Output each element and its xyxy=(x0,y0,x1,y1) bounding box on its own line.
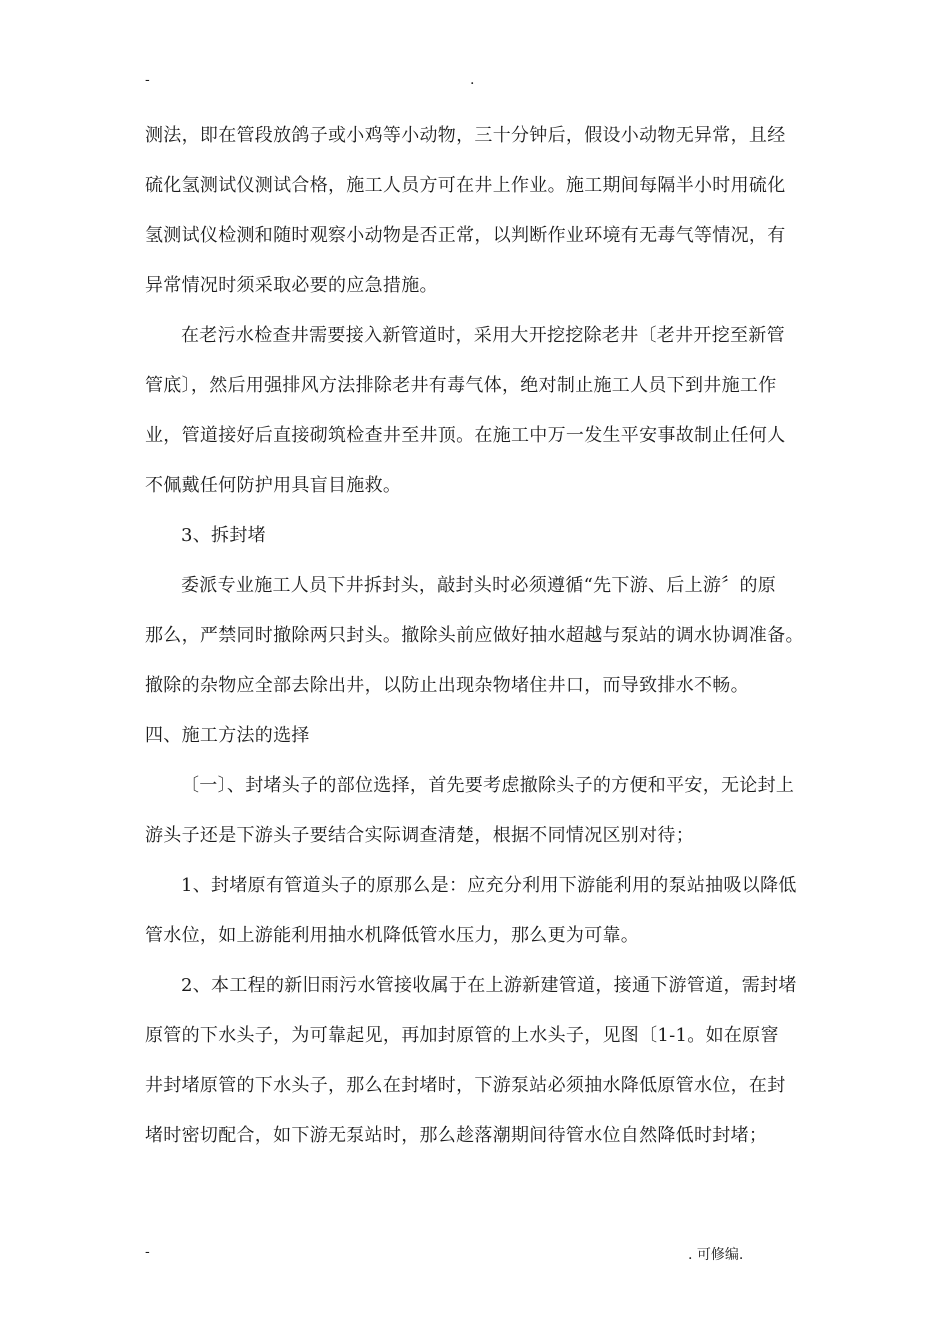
text-line: 异常情况时须采取必要的应急措施。 xyxy=(145,275,438,296)
text-line: 井封堵原管的下水头子，那么在封堵时，下游泵站必须抽水降低原管水位，在封 xyxy=(145,1075,786,1096)
text-line: 游头子还是下游头子要结合实际调查清楚，根据不同情况区别对待； xyxy=(145,825,694,846)
section-heading: 3、拆封堵 xyxy=(181,525,266,546)
document-body xyxy=(145,118,807,1168)
header-right-mark: . xyxy=(470,72,475,88)
text-line: 硫化氢测试仪测试合格，施工人员方可在井上作业。施工期间每隔半小时用硫化 xyxy=(145,175,786,196)
section-heading: 四、施工方法的选择 xyxy=(145,725,310,746)
text-line: 原管的下水头子，为可靠起见，再加封原管的上水头子，见图〔1-1。如在原窨 xyxy=(145,1025,779,1046)
text-line: 管底〕，然后用强排风方法排除老井有毒气体，绝对制止施工人员下到井施工作 xyxy=(145,375,777,396)
text-line: 1、封堵原有管道头子的原那么是：应充分利用下游能利用的泵站抽吸以降低 xyxy=(181,875,797,896)
text-line: 堵时密切配合，如下游无泵站时，那么趁落潮期间待管水位自然降低时封堵； xyxy=(145,1125,768,1146)
text-line: 不佩戴任何防护用具盲目施救。 xyxy=(145,475,402,496)
text-line: 管水位，如上游能利用抽水机降低管水压力，那么更为可靠。 xyxy=(145,925,640,946)
text-line: 〔一〕、封堵头子的部位选择，首先要考虑撤除头子的方便和平安，无论封上 xyxy=(181,775,795,796)
text-line: 那么，严禁同时撤除两只封头。撤除头前应做好抽水超越与泵站的调水协调准备。 xyxy=(145,625,804,646)
text-line: 业，管道接好后直接砌筑检查井至井顶。在施工中万一发生平安事故制止任何人 xyxy=(145,425,786,446)
text-line: 在老污水检查井需要接入新管道时，采用大开挖挖除老井〔老井开挖至新管 xyxy=(181,325,785,346)
footer-left-mark: - xyxy=(145,1244,150,1260)
text-line: 2、本工程的新旧雨污水管接收属于在上游新建管道，接通下游管道，需封堵 xyxy=(181,975,797,996)
text-line: 撤除的杂物应全部去除出井，以防止出现杂物堵住井口，而导致排水不畅。 xyxy=(145,675,749,696)
text-line: 测法，即在管段放鸽子或小鸡等小动物，三十分钟后，假设小动物无异常，且经 xyxy=(145,125,786,146)
text-line: 委派专业施工人员下井拆封头，敲封头时必须遵循“先下游、后上游〞的原 xyxy=(181,575,777,596)
footer-right-note: . 可修编. xyxy=(688,1247,744,1263)
header-left-mark: - xyxy=(145,72,150,88)
text-line: 氢测试仪检测和随时观察小动物是否正常，以判断作业环境有无毒气等情况，有 xyxy=(145,225,786,246)
